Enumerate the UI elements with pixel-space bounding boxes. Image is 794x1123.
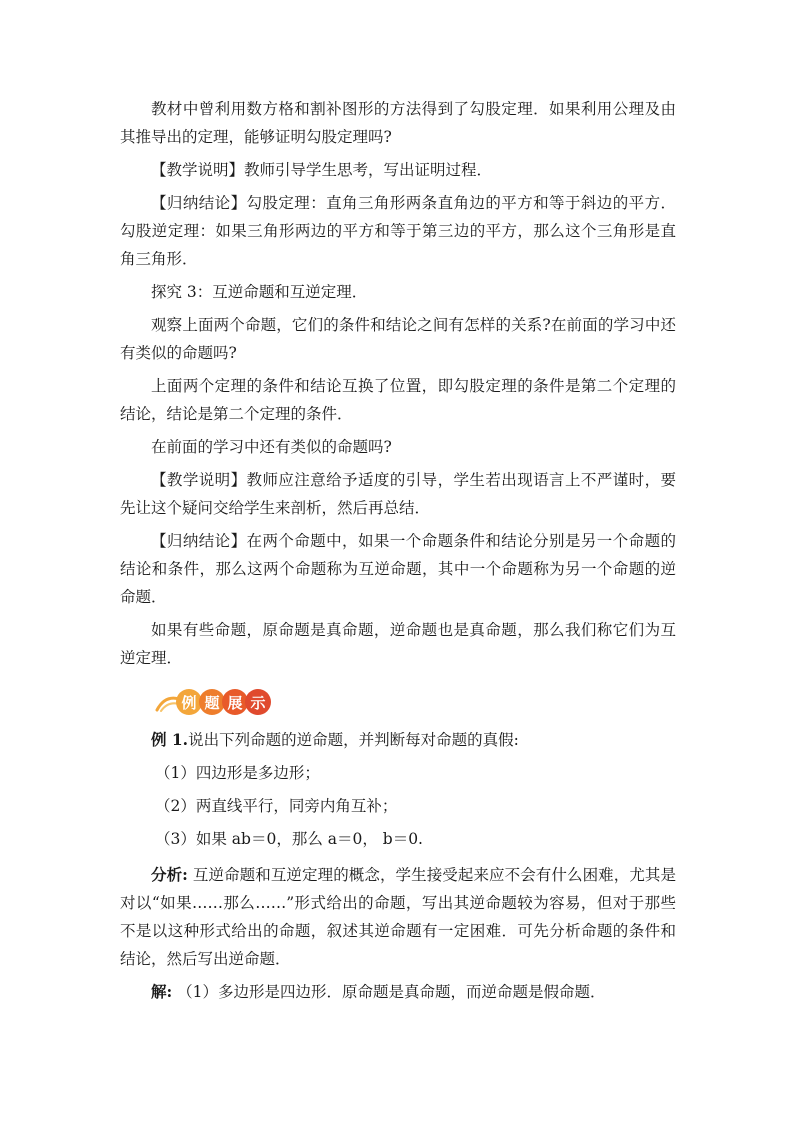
example-1 <box>120 726 676 754</box>
example-item-2: （2）两直线平行，同旁内角互补； <box>155 797 398 815</box>
paragraph-3: 【归纳结论】勾股定理：直角三角形两条直角边的平方和等于斜边的平方．勾股逆定理：如果三角形两边的平方和等于第三边的平方，那么这个三角形是直角三角形． <box>120 194 676 268</box>
example-item-1: （1）四边形是多边形； <box>155 764 320 782</box>
paragraph-1: 教材中曾利用数方格和割补图形的方法得到了勾股定理．如果利用公理及由其推导出的定理，能够证明勾股定理吗? <box>120 100 676 146</box>
badge-char-4: 示 <box>245 689 271 715</box>
paragraph-6: 上面两个定理的条件和结论互换了位置，即勾股定理的条件是第二个定理的结论，结论是第二个定理的条件． <box>120 377 676 423</box>
badge-char-3: 展 <box>222 689 248 715</box>
paragraph-2: 【教学说明】教师引导学生思考，写出证明过程． <box>151 161 493 179</box>
analysis-text: 互逆命题和互逆定理的概念，学生接受起来应不会有什么困难，尤其是对以“如果……那么……”形式给出的命题，写出其逆命题较为容易，但对于那些不是以这种形式给出的命题，叙述其逆命题有一定困难．可先分析命题的条件和结论，然后写出逆命题． <box>120 866 676 968</box>
solution-text: （1）多边形是四边形．原命题是真命题，而逆命题是假命题． <box>172 983 606 1001</box>
solution-label: 解: <box>151 982 173 1001</box>
paragraph-4: 探究 3：互逆命题和互逆定理． <box>151 283 368 301</box>
solution-paragraph <box>120 978 676 1006</box>
example-label: 例 1. <box>151 730 189 749</box>
paragraph-8: 【教学说明】教师应注意给予适度的引导，学生若出现语言上不严谨时，要先让这个疑问交给学生来剖析，然后再总结． <box>120 471 676 517</box>
example-item-3: （3）如果 ab＝0，那么 a＝0， b＝0. <box>155 830 423 848</box>
paragraph-5: 观察上面两个命题，它们的条件和结论之间有怎样的关系?在前面的学习中还有类似的命题吗? <box>120 316 676 362</box>
badge-char-1: 例 <box>176 689 202 715</box>
example-section-badge <box>155 686 676 718</box>
paragraph-10: 如果有些命题，原命题是真命题，逆命题也是真命题，那么我们称它们为互逆定理． <box>120 621 676 667</box>
analysis-label: 分析: <box>151 865 188 884</box>
example-text: 说出下列命题的逆命题，并判断每对命题的真假: <box>188 731 519 749</box>
badge-char-2: 题 <box>199 689 225 715</box>
analysis-paragraph <box>120 861 676 973</box>
paragraph-9: 【归纳结论】在两个命题中，如果一个命题条件和结论分别是另一个命题的结论和条件，那么这两个命题称为互逆命题，其中一个命题称为另一个命题的逆命题． <box>120 532 676 606</box>
paragraph-7: 在前面的学习中还有类似的命题吗? <box>151 438 392 456</box>
